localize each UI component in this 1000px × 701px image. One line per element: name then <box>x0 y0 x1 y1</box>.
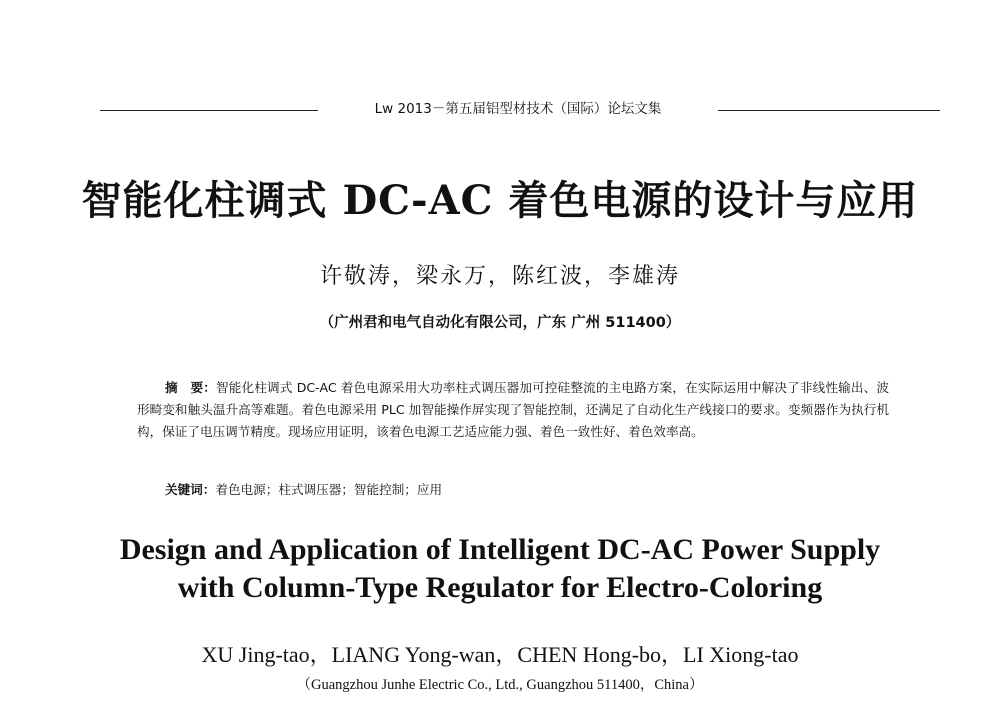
keywords-text: 着色电源；柱式调压器；智能控制；应用 <box>215 482 443 497</box>
header-rule-right <box>718 110 940 111</box>
chinese-abstract <box>137 377 889 443</box>
header-rule-left <box>100 110 318 111</box>
abstract-label: 摘 要： <box>165 380 217 395</box>
english-authors: XU Jing-tao，LIANG Yong-wan，CHEN Hong-bo，LI Xiong-tao <box>201 642 799 667</box>
running-header <box>100 100 940 118</box>
abstract-text: 智能化柱调式 DC-AC 着色电源采用大功率柱式调压器加可控硅整流的主电路方案，在实际运用中解决了非线性输出、波形畸变和触头温升高等难题。着色电源采用 PLC 加智能操作屏实现了智能控制，还满足了自动化生产线接口的要求。变频器作为执行机构，保证了电压调节精度。现场应用证明，该着色电源工艺适应能力强、着色一致性好、着色效率高。 <box>137 380 890 439</box>
chinese-affiliation: （广州君和电气自动化有限公司，广东 广州 511400） <box>319 315 681 331</box>
chinese-keywords <box>165 480 865 500</box>
english-title-line-2: with Column-Type Regulator for Electro-Coloring <box>177 571 823 604</box>
keywords-label: 关键词： <box>165 482 216 497</box>
english-title-line-1: Design and Application of Intelligent DC-AC Power Supply <box>119 533 881 566</box>
abstract-paragraph <box>137 377 889 443</box>
english-title <box>0 531 1000 607</box>
header-text: Lw 2013－第五届铝型材技术（国际）论坛文集 <box>374 101 662 117</box>
english-affiliation: （Guangzhou Junhe Electric Co., Ltd., Guangzhou 511400，China） <box>296 677 704 693</box>
chinese-authors: 许敬涛，梁永万，陈红波，李雄涛 <box>319 264 680 289</box>
chinese-title: 智能化柱调式 DC-AC 着色电源的设计与应用 <box>81 177 919 224</box>
